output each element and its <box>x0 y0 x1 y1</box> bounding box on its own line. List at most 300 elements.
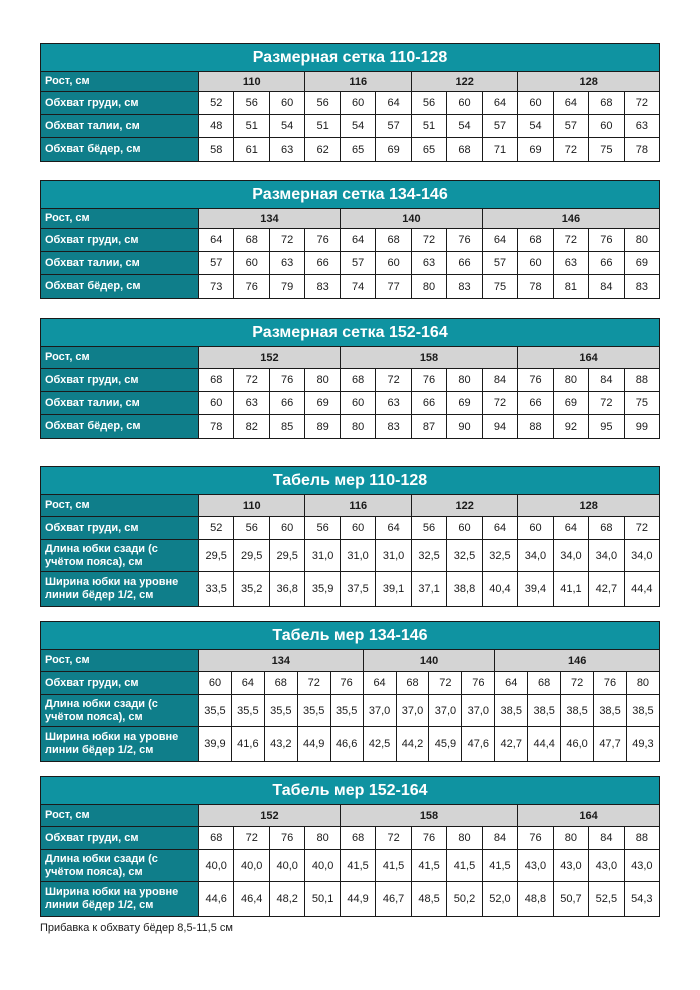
table-cell: 34,0 <box>554 540 589 571</box>
table-cell: 72 <box>376 369 411 391</box>
height-groups <box>199 495 659 516</box>
table-cell: 80 <box>305 369 340 391</box>
table-cell: 76 <box>305 229 340 251</box>
row-label: Рост, см <box>41 495 199 516</box>
table-cell: 69 <box>554 392 589 414</box>
height-groups <box>199 347 659 368</box>
table-cell: 76 <box>412 827 447 849</box>
table-cell: 84 <box>589 369 624 391</box>
table-cell: 57 <box>483 115 518 137</box>
table-cell: 51 <box>305 115 340 137</box>
table-cell: 75 <box>483 275 518 298</box>
row-label: Длина юбки сзади (с учётом пояса), см <box>41 850 199 881</box>
table-cell: 80 <box>447 369 482 391</box>
table-cell: 72 <box>298 672 331 694</box>
table-cell: 69 <box>518 138 553 161</box>
table-cell: 41,6 <box>232 727 265 761</box>
table-cell: 48,8 <box>518 882 553 916</box>
table-cell: 38,5 <box>528 695 561 726</box>
table-row <box>41 882 659 916</box>
table-cell: 68 <box>518 229 553 251</box>
table-cell: 41,1 <box>554 572 589 606</box>
table-row <box>41 369 659 392</box>
row-label: Обхват груди, см <box>41 517 199 539</box>
table-cell: 83 <box>376 415 411 438</box>
table-cell: 72 <box>635 522 648 534</box>
row-label: Ширина юбки на уровне линии бёдер 1/2, см <box>41 572 199 606</box>
row-label: Длина юбки сзади (с учётом пояса), см <box>41 540 199 571</box>
table-title: Размерная сетка 152-164 <box>41 319 659 347</box>
table-cell: 46,4 <box>234 882 269 916</box>
table-cell: 76 <box>594 672 627 694</box>
table-cell: 76 <box>462 672 495 694</box>
table-cell: 80 <box>635 234 648 246</box>
table-cell: 35,5 <box>265 695 298 726</box>
table-cell: 37,0 <box>364 695 397 726</box>
table-cell: 54 <box>447 115 482 137</box>
table-cell: 68 <box>199 827 234 849</box>
table-row <box>41 672 659 695</box>
height-group: 110 <box>199 72 305 91</box>
table-cell: 54 <box>341 115 376 137</box>
table-cell: 88 <box>635 832 648 844</box>
table-cell: 46,6 <box>331 727 364 761</box>
table-cell: 54,3 <box>631 893 653 905</box>
table-cell: 94 <box>483 415 518 438</box>
table-cell: 29,5 <box>270 540 305 571</box>
table-cell: 56 <box>305 517 340 539</box>
table-cell: 64 <box>495 672 528 694</box>
table-cell: 83 <box>305 275 340 298</box>
table-cell: 29,5 <box>234 540 269 571</box>
size-table <box>40 43 660 162</box>
table-cell: 34,0 <box>589 540 624 571</box>
table-cell: 40,0 <box>270 850 305 881</box>
row-label: Рост, см <box>41 209 199 228</box>
height-groups <box>199 805 659 826</box>
table-cell: 72 <box>589 392 624 414</box>
row-label: Ширина юбки на уровне линии бёдер 1/2, см <box>41 727 199 761</box>
table-cell: 36,8 <box>270 572 305 606</box>
table-cell: 58 <box>199 138 234 161</box>
table-cell: 33,5 <box>199 572 234 606</box>
table-cell: 60 <box>589 115 624 137</box>
table-cell: 35,2 <box>234 572 269 606</box>
table-title: Табель мер 134-146 <box>41 622 659 650</box>
table-cell: 50,7 <box>554 882 589 916</box>
table-cell: 68 <box>234 229 269 251</box>
table-cell: 41,5 <box>412 850 447 881</box>
height-header-row <box>41 209 659 229</box>
table-cell: 44,4 <box>631 583 653 595</box>
table-cell: 40,0 <box>234 850 269 881</box>
table-row <box>41 827 659 850</box>
table-cell: 85 <box>270 415 305 438</box>
row-values <box>199 827 659 849</box>
table-cell: 84 <box>483 827 518 849</box>
table-cell: 76 <box>589 229 624 251</box>
table-cell: 68 <box>341 369 376 391</box>
table-cell: 66 <box>305 252 340 274</box>
table-title: Табель мер 110-128 <box>41 467 659 495</box>
table-cell: 37,5 <box>341 572 376 606</box>
table-cell: 52,5 <box>589 882 624 916</box>
row-values <box>199 415 659 438</box>
height-group: 128 <box>518 495 659 516</box>
height-groups <box>199 650 659 671</box>
table-cell: 92 <box>554 415 589 438</box>
table-cell: 54 <box>518 115 553 137</box>
table-cell: 57 <box>554 115 589 137</box>
table-cell: 60 <box>234 252 269 274</box>
table-cell: 75 <box>635 397 648 409</box>
table-cell: 68 <box>528 672 561 694</box>
footnote: Прибавка к обхвату бёдер 8,5-11,5 см <box>40 922 233 934</box>
table-cell: 35,5 <box>331 695 364 726</box>
table-cell: 63 <box>376 392 411 414</box>
table-cell: 52 <box>199 92 234 114</box>
table-cell: 80 <box>305 827 340 849</box>
table-cell: 72 <box>429 672 462 694</box>
size-table <box>40 318 660 439</box>
table-cell: 43,0 <box>518 850 553 881</box>
table-cell: 71 <box>483 138 518 161</box>
table-cell: 41,5 <box>341 850 376 881</box>
table-cell: 80 <box>554 827 589 849</box>
height-group: 140 <box>364 650 496 671</box>
table-cell: 40,0 <box>305 850 340 881</box>
table-row <box>41 695 659 727</box>
table-cell: 57 <box>376 115 411 137</box>
row-values <box>199 252 659 274</box>
table-cell: 48,2 <box>270 882 305 916</box>
table-cell: 80 <box>341 415 376 438</box>
table-cell: 63 <box>635 120 648 132</box>
table-cell: 56 <box>412 92 447 114</box>
table-cell: 64 <box>376 92 411 114</box>
table-cell: 51 <box>234 115 269 137</box>
height-group: 158 <box>341 347 518 368</box>
table-cell: 40,4 <box>483 572 518 606</box>
table-cell: 50,2 <box>447 882 482 916</box>
table-cell: 41,5 <box>376 850 411 881</box>
height-group: 152 <box>199 805 341 826</box>
table-cell: 66 <box>412 392 447 414</box>
table-cell: 72 <box>554 229 589 251</box>
table-cell: 38,8 <box>447 572 482 606</box>
table-cell: 64 <box>364 672 397 694</box>
table-cell: 38,5 <box>594 695 627 726</box>
table-cell: 69 <box>305 392 340 414</box>
height-header-row <box>41 805 659 827</box>
table-cell: 32,5 <box>412 540 447 571</box>
table-cell: 60 <box>199 392 234 414</box>
table-cell: 62 <box>305 138 340 161</box>
height-group: 116 <box>305 72 411 91</box>
row-values <box>199 369 659 391</box>
table-cell: 68 <box>589 517 624 539</box>
table-cell: 60 <box>518 92 553 114</box>
table-cell: 72 <box>270 229 305 251</box>
row-label: Обхват бёдер, см <box>41 415 199 438</box>
row-values <box>199 115 659 137</box>
table-cell: 35,5 <box>298 695 331 726</box>
table-cell: 66 <box>589 252 624 274</box>
height-group: 122 <box>412 495 518 516</box>
row-label: Обхват бёдер, см <box>41 138 199 161</box>
row-label: Ширина юбки на уровне линии бёдер 1/2, см <box>41 882 199 916</box>
height-group: 128 <box>518 72 659 91</box>
row-values <box>199 392 659 414</box>
height-group: 140 <box>341 209 483 228</box>
size-table <box>40 776 660 917</box>
table-cell: 65 <box>341 138 376 161</box>
height-group: 134 <box>199 650 364 671</box>
table-cell: 44,2 <box>397 727 430 761</box>
table-cell: 64 <box>341 229 376 251</box>
table-cell: 76 <box>270 369 305 391</box>
height-header-row <box>41 347 659 369</box>
table-title: Табель мер 152-164 <box>41 777 659 805</box>
table-cell: 76 <box>234 275 269 298</box>
height-header-row <box>41 72 659 92</box>
table-cell: 34,0 <box>518 540 553 571</box>
table-cell: 76 <box>331 672 364 694</box>
table-cell: 60 <box>518 252 553 274</box>
height-group: 134 <box>199 209 341 228</box>
table-cell: 60 <box>376 252 411 274</box>
table-row <box>41 252 659 275</box>
table-row <box>41 727 659 761</box>
table-row <box>41 115 659 138</box>
height-header-row <box>41 650 659 672</box>
row-label: Рост, см <box>41 72 199 91</box>
row-label: Обхват талии, см <box>41 252 199 274</box>
table-cell: 42,7 <box>589 572 624 606</box>
table-cell: 51 <box>412 115 447 137</box>
table-cell: 78 <box>518 275 553 298</box>
table-cell: 80 <box>636 677 650 689</box>
table-cell: 60 <box>270 92 305 114</box>
table-cell: 83 <box>447 275 482 298</box>
table-cell: 72 <box>412 229 447 251</box>
table-cell: 76 <box>447 229 482 251</box>
table-row <box>41 275 659 298</box>
table-cell: 68 <box>397 672 430 694</box>
table-row <box>41 850 659 882</box>
table-cell: 77 <box>376 275 411 298</box>
table-cell: 66 <box>270 392 305 414</box>
table-cell: 84 <box>589 275 624 298</box>
table-cell: 63 <box>234 392 269 414</box>
table-cell: 99 <box>635 420 648 433</box>
table-cell: 48,5 <box>412 882 447 916</box>
table-cell: 56 <box>305 92 340 114</box>
table-cell: 64 <box>376 517 411 539</box>
table-cell: 44,4 <box>528 727 561 761</box>
table-cell: 61 <box>234 138 269 161</box>
table-row <box>41 392 659 415</box>
table-cell: 73 <box>199 275 234 298</box>
table-cell: 80 <box>554 369 589 391</box>
table-cell: 31,0 <box>305 540 340 571</box>
table-cell: 72 <box>234 827 269 849</box>
table-cell: 90 <box>447 415 482 438</box>
table-cell: 56 <box>412 517 447 539</box>
table-cell: 46,7 <box>376 882 411 916</box>
table-cell: 44,9 <box>341 882 376 916</box>
table-cell: 39,4 <box>518 572 553 606</box>
height-group: 146 <box>495 650 659 671</box>
table-cell: 35,5 <box>199 695 232 726</box>
row-values <box>199 572 659 606</box>
table-cell: 52 <box>199 517 234 539</box>
table-cell: 76 <box>412 369 447 391</box>
height-group: 122 <box>412 72 518 91</box>
table-cell: 37,0 <box>462 695 495 726</box>
table-cell: 63 <box>412 252 447 274</box>
row-label: Обхват груди, см <box>41 672 199 694</box>
row-label: Обхват талии, см <box>41 115 199 137</box>
table-cell: 43,0 <box>589 850 624 881</box>
table-cell: 64 <box>483 517 518 539</box>
table-cell: 72 <box>554 138 589 161</box>
table-cell: 80 <box>412 275 447 298</box>
table-cell: 41,5 <box>447 850 482 881</box>
table-cell: 63 <box>554 252 589 274</box>
size-table <box>40 621 660 762</box>
table-row <box>41 572 659 606</box>
table-cell: 68 <box>265 672 298 694</box>
row-values <box>199 850 659 881</box>
table-cell: 63 <box>270 252 305 274</box>
table-cell: 76 <box>518 827 553 849</box>
table-cell: 89 <box>305 415 340 438</box>
row-values <box>199 695 659 726</box>
table-title: Размерная сетка 134-146 <box>41 181 659 209</box>
table-cell: 35,5 <box>232 695 265 726</box>
table-cell: 84 <box>483 369 518 391</box>
table-cell: 83 <box>635 280 648 293</box>
table-cell: 40,0 <box>199 850 234 881</box>
table-cell: 39,1 <box>376 572 411 606</box>
row-values <box>199 92 659 114</box>
row-values <box>199 229 659 251</box>
table-cell: 38,5 <box>495 695 528 726</box>
table-cell: 43,2 <box>265 727 298 761</box>
size-table <box>40 466 660 607</box>
table-cell: 37,1 <box>412 572 447 606</box>
table-cell: 37,0 <box>397 695 430 726</box>
table-cell: 60 <box>447 92 482 114</box>
table-cell: 63 <box>270 138 305 161</box>
table-row <box>41 92 659 115</box>
row-label: Длина юбки сзади (с учётом пояса), см <box>41 695 199 726</box>
table-cell: 64 <box>554 517 589 539</box>
row-values <box>199 882 659 916</box>
table-cell: 44,9 <box>298 727 331 761</box>
table-row <box>41 415 659 438</box>
table-cell: 64 <box>232 672 265 694</box>
table-cell: 66 <box>518 392 553 414</box>
table-cell: 64 <box>483 92 518 114</box>
table-cell: 76 <box>270 827 305 849</box>
table-cell: 43,0 <box>631 859 653 872</box>
table-cell: 65 <box>412 138 447 161</box>
table-cell: 38,5 <box>561 695 594 726</box>
table-cell: 42,5 <box>364 727 397 761</box>
table-cell: 76 <box>518 369 553 391</box>
table-cell: 69 <box>376 138 411 161</box>
table-cell: 66 <box>447 252 482 274</box>
table-cell: 38,5 <box>632 704 654 717</box>
table-cell: 45,9 <box>429 727 462 761</box>
table-cell: 64 <box>554 92 589 114</box>
height-group: 152 <box>199 347 341 368</box>
table-cell: 69 <box>635 257 648 269</box>
table-row <box>41 229 659 252</box>
table-cell: 68 <box>589 92 624 114</box>
row-label: Рост, см <box>41 347 199 368</box>
table-cell: 56 <box>234 517 269 539</box>
row-values <box>199 727 659 761</box>
table-cell: 64 <box>483 229 518 251</box>
table-cell: 60 <box>199 672 232 694</box>
row-label: Обхват бёдер, см <box>41 275 199 298</box>
table-row <box>41 517 659 540</box>
table-cell: 78 <box>199 415 234 438</box>
table-cell: 44,6 <box>199 882 234 916</box>
table-cell: 68 <box>447 138 482 161</box>
table-row <box>41 138 659 161</box>
table-cell: 54 <box>270 115 305 137</box>
table-cell: 60 <box>341 517 376 539</box>
height-group: 116 <box>305 495 411 516</box>
height-groups <box>199 209 659 228</box>
table-cell: 35,9 <box>305 572 340 606</box>
height-group: 110 <box>199 495 305 516</box>
table-cell: 46,0 <box>561 727 594 761</box>
row-label: Обхват груди, см <box>41 827 199 849</box>
row-label: Обхват талии, см <box>41 392 199 414</box>
table-cell: 75 <box>589 138 624 161</box>
height-group: 158 <box>341 805 518 826</box>
table-cell: 74 <box>341 275 376 298</box>
row-label: Рост, см <box>41 805 199 826</box>
row-label: Обхват груди, см <box>41 92 199 114</box>
table-cell: 34,0 <box>631 549 653 562</box>
table-cell: 68 <box>341 827 376 849</box>
row-values <box>199 540 659 571</box>
height-group: 146 <box>483 209 659 228</box>
row-values <box>199 517 659 539</box>
table-cell: 82 <box>234 415 269 438</box>
table-cell: 48 <box>199 115 234 137</box>
table-cell: 84 <box>589 827 624 849</box>
table-cell: 88 <box>518 415 553 438</box>
table-cell: 72 <box>483 392 518 414</box>
table-cell: 80 <box>447 827 482 849</box>
table-cell: 31,0 <box>341 540 376 571</box>
table-cell: 87 <box>412 415 447 438</box>
table-cell: 31,0 <box>376 540 411 571</box>
table-cell: 60 <box>518 517 553 539</box>
table-cell: 78 <box>635 143 648 156</box>
table-cell: 57 <box>199 252 234 274</box>
table-cell: 60 <box>447 517 482 539</box>
row-values <box>199 672 659 694</box>
height-groups <box>199 72 659 91</box>
